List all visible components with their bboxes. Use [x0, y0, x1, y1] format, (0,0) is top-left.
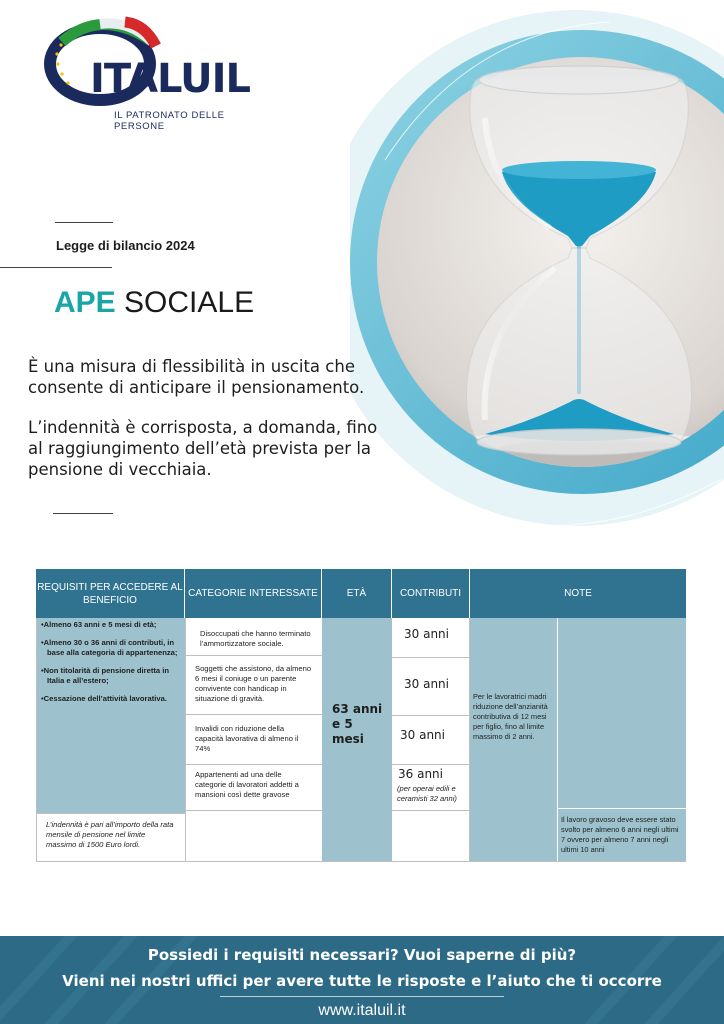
title-rest: SOCIALE: [124, 286, 255, 319]
category-item: Disoccupati che hanno terminato l’ammortizzatore sociale.: [200, 629, 311, 648]
divider-line: [0, 267, 112, 268]
requirement-item: • Almeno 30 o 36 anni di contributi, in base alla categoria di appartenenza;: [41, 638, 186, 658]
intro-paragraph-2: L’indennità è corrisposta, a domanda, fino al raggiungimento dell’età prevista per la pensione di vecchiaia.: [28, 418, 378, 479]
category-item: Soggetti che assistono, da almeno 6 mesi il coniuge o un parente convivente con handicap in situazione di gravità.: [195, 664, 312, 703]
header-categorie: CATEGORIE INTERESSATE: [185, 569, 322, 618]
header-note: NOTE: [470, 569, 686, 618]
table-border: [36, 861, 686, 862]
italuil-logo: [40, 12, 270, 132]
table-border: [185, 764, 322, 765]
table-border: [469, 618, 470, 862]
table-border: [392, 764, 470, 765]
law-label: Legge di bilancio 2024: [56, 238, 195, 253]
requirements-list: [41, 620, 186, 712]
footer-invite: Vieni nei nostri uffici per avere tutte le risposte e l’aiuto che ti occorre: [62, 972, 662, 990]
contribution-value: 30 anni: [404, 627, 449, 641]
logo-wordmark: ITALUIL: [90, 56, 250, 102]
page-title: [54, 286, 254, 320]
requirement-item: • Almeno 63 anni e 5 mesi di età;: [41, 620, 186, 630]
cell-divider: [557, 808, 686, 809]
contribution-value: 30 anni: [404, 677, 449, 691]
category-item: Invalidi con riduzione della capacità lavorativa di almeno il 74%: [195, 724, 299, 753]
footer-question: Possiedi i requisiti necessari? Vuoi saperne di più?: [147, 946, 577, 964]
table-border: [392, 657, 470, 658]
contribution-note: (per operai edili e ceramisti 32 anni): [397, 784, 457, 803]
requirement-item: • Non titolarità di pensione diretta in Italia e all’estero;: [41, 666, 186, 686]
table-border: [36, 813, 185, 814]
note-mothers: Per le lavoratrici madri riduzione dell’anzianità contributiva di 12 mesi per figlio, fino al limite massimo di 2 anni.: [473, 692, 548, 741]
intro-paragraph-1: È una misura di flessibilità in uscita che consente di anticipare il pensionamento.: [28, 357, 365, 397]
website-link[interactable]: www.italuil.it: [318, 1002, 406, 1019]
contribution-value: 36 anni: [398, 767, 443, 781]
table-border: [185, 810, 322, 811]
title-highlight: APE: [54, 286, 116, 319]
logo-tagline: IL PATRONATO DELLE PERSONE: [114, 110, 225, 132]
category-item: Appartenenti ad una delle categorie di lavoratori addetti a mansioni così dette gravose: [195, 770, 299, 799]
header-eta: ETÀ: [322, 569, 392, 618]
divider-line: [53, 513, 113, 514]
contribution-value: 30 anni: [400, 728, 445, 742]
eta-value: 63 anni e 5 mesi: [332, 702, 383, 746]
table-border: [36, 618, 37, 862]
header-requisiti: REQUISITI PER ACCEDERE AL BENEFICIO: [36, 569, 185, 618]
header-contributi: CONTRIBUTI: [392, 569, 470, 618]
note-heavy: Il lavoro gravoso deve essere stato svolto per almeno 6 anni negli ultimi 7 ovvero per almeno 7 anni negli ultimi 10 anni: [561, 815, 679, 854]
divider-line: [55, 222, 113, 223]
requirement-item: • Cessazione dell’attività lavorativa.: [41, 694, 186, 704]
indemnity-note: L’indennità è pari all’importo della rata mensile di pensione nel limite massimo di 1500 Euro lordi.: [46, 820, 174, 849]
table-border: [392, 715, 470, 716]
hourglass-image: [350, 0, 724, 540]
table-border: [185, 655, 322, 656]
table-border: [392, 810, 470, 811]
table-border: [185, 714, 322, 715]
footer-divider: [220, 996, 504, 997]
